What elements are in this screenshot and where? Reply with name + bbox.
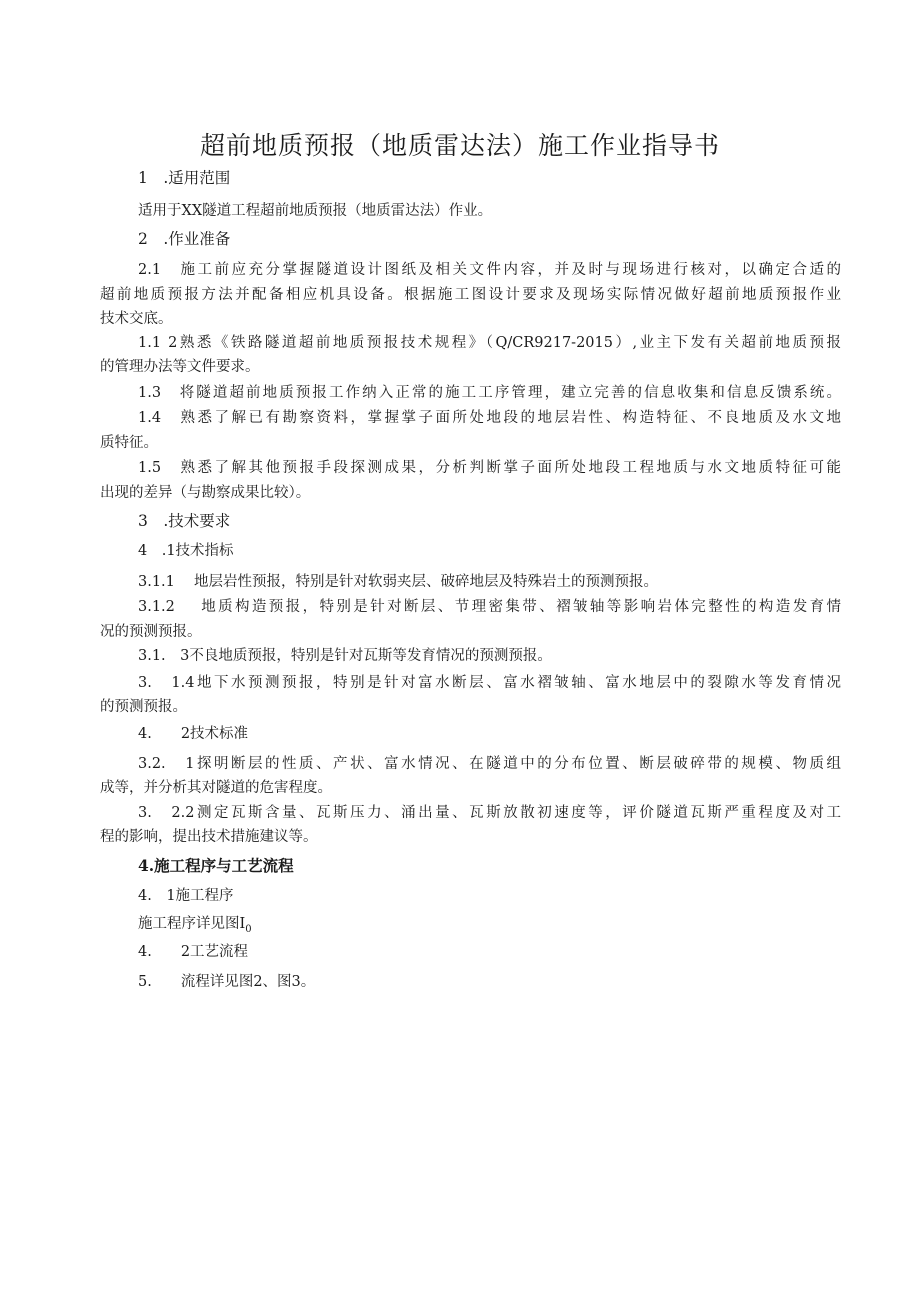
paragraph-line: 2.1 施工前应充分掌握隧道设计图纸及相关文件内容，并及时与现场进行核对，以确定合适的 xyxy=(138,262,841,278)
section-heading-2: 2 .作业准备 xyxy=(138,230,231,248)
paragraph-line: 1.3 将隧道超前地质预报工作纳入正常的施工工序管理，建立完善的信息收集和信息反馈系统。 xyxy=(138,385,841,401)
section-heading-3: 3 .技术要求 xyxy=(138,512,231,530)
paragraph-line: 超前地质预报方法并配备相应机具设备。根据施工图设计要求及现场实际情况做好超前地质预报作业 xyxy=(100,287,841,303)
paragraph-line: 3. 2.2测定瓦斯含量、瓦斯压力、涌出量、瓦斯放散初速度等，评价隧道瓦斯严重程度及对工 xyxy=(138,805,841,821)
section-heading-4 xyxy=(138,856,879,876)
paragraph-line: 程的影响，提出技术措施建议等。 xyxy=(100,829,318,845)
paragraph-line: 质特征。 xyxy=(100,435,158,451)
paragraph-line: 技术交底。 xyxy=(100,311,173,327)
section-heading-1: 1 .适用范围 xyxy=(138,169,231,187)
paragraph-line: 5. 流程详见图2、图3。 xyxy=(138,974,316,990)
paragraph-line: 1.4 熟悉了解已有勘察资料，掌握掌子面所处地段的地层岩性、构造特征、不良地质及水文地 xyxy=(138,410,841,426)
paragraph-line: 适用于XX隧道工程超前地质预报（地质雷达法）作业。 xyxy=(138,203,493,219)
paragraph-line: 出现的差异（与勘察成果比较）。 xyxy=(100,485,311,501)
paragraph-line: 3.1.2 地质构造预报，特别是针对断层、节理密集带、褶皱轴等影响岩体完整性的构造发育情 xyxy=(138,599,841,615)
section-heading-4-text: 4.施工程序与工艺流程 xyxy=(138,856,294,875)
paragraph-line: 的预测预报。 xyxy=(100,699,187,715)
paragraph-line xyxy=(138,914,879,940)
subsection-heading: 4 .1技术指标 xyxy=(138,543,234,559)
paragraph-line: 3. 1.4地下水预测预报，特别是针对富水断层、富水褶皱轴、富水地层中的裂隙水等发育情况 xyxy=(138,675,841,691)
document-title: 超前地质预报（地质雷达法）施工作业指导书 xyxy=(199,131,720,160)
paragraph-line: 1.5 熟悉了解其他预报手段探测成果，分析判断掌子面所处地段工程地质与水文地质特征可能 xyxy=(138,460,841,476)
paragraph-line: 3.2. 1探明断层的性质、产状、富水情况、在隧道中的分布位置、断层破碎带的规模、物质组 xyxy=(138,756,841,772)
figure-reference-subscript: 0 xyxy=(245,923,252,935)
figure-reference-text: 施工程序详见图I xyxy=(138,916,246,932)
paragraph-line: 3.1.1 地层岩性预报，特别是针对软弱夹层、破碎地层及特殊岩土的预测预报。 xyxy=(138,574,659,590)
paragraph-line: 的管理办法等文件要求。 xyxy=(100,359,260,375)
paragraph-line: 成等，并分析其对隧道的危害程度。 xyxy=(100,780,332,796)
paragraph-line: 1.1 2熟悉《铁路隧道超前地质预报技术规程》（Q/CR9217-2015）,业主下发有关超前地质预报 xyxy=(138,335,841,351)
subsection-heading: 4. 2技术标准 xyxy=(138,726,249,742)
subsection-heading: 4. 1施工程序 xyxy=(138,888,234,904)
subsection-heading: 4. 2工艺流程 xyxy=(138,944,249,960)
paragraph-line: 况的预测预报。 xyxy=(100,624,202,640)
paragraph-line: 3.1. 3不良地质预报，特别是针对瓦斯等发育情况的预测预报。 xyxy=(138,648,552,664)
